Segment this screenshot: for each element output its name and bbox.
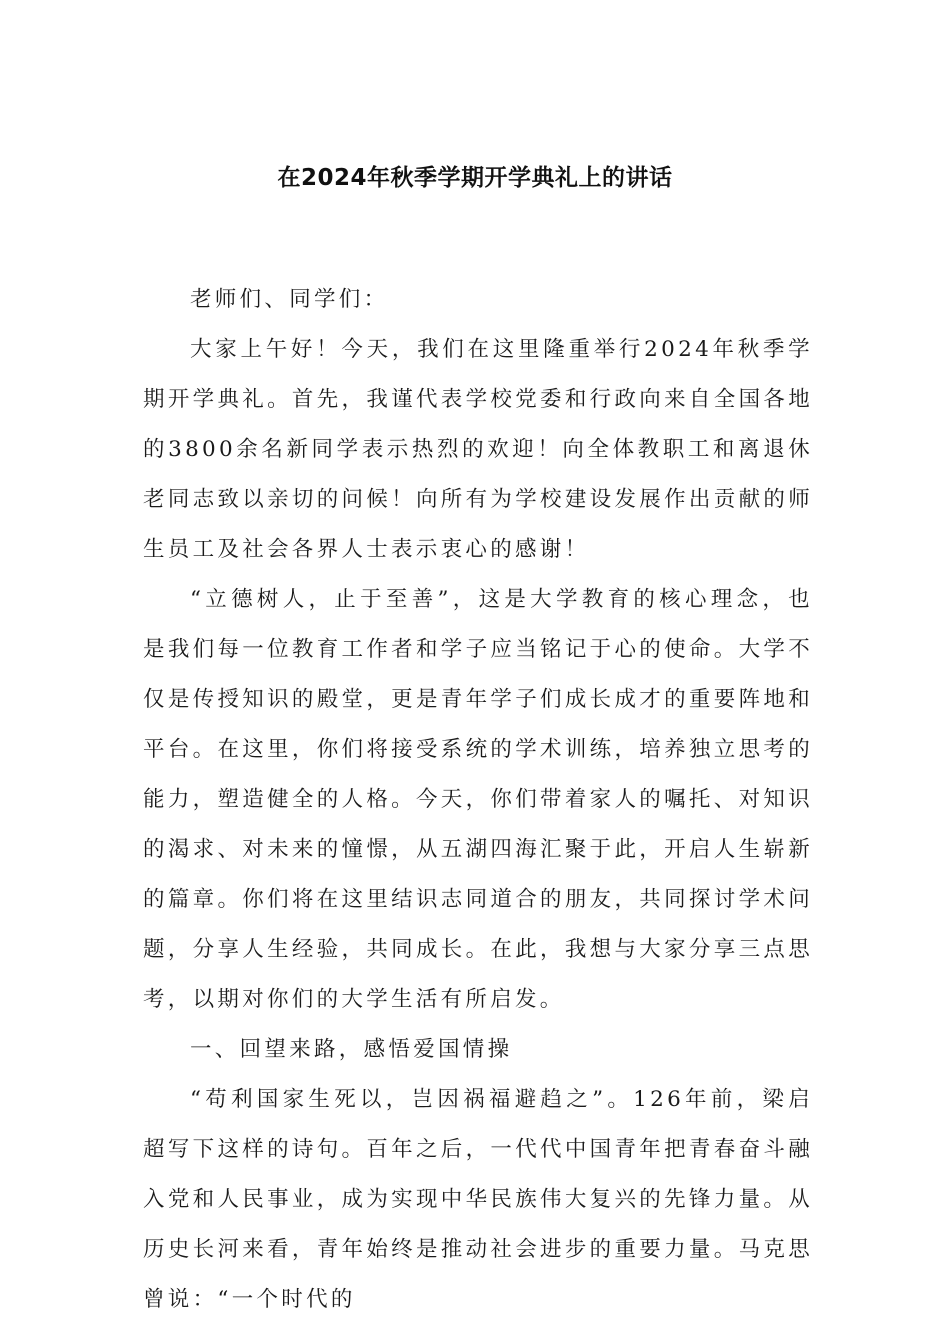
paragraph-mission: “立德树人，止于至善”，这是大学教育的核心理念，也是我们每一位教育工作者和学子应当铭记于心的使命。大学不仅是传授知识的殿堂，更是青年学子们成长成才的重要阵地和平台。在这里，你们将接受系统的学术训练，培养独立思考的能力，塑造健全的人格。今天，你们带着家人的嘱托、对知识的渴求、对未来的憧憬，从五湖四海汇聚于此，开启人生崭新的篇章。你们将在这里结识志同道合的朋友，共同探讨学术问题，分享人生经验，共同成长。在此，我想与大家分享三点思考，以期对你们的大学生活有所启发。 [143,587,813,1012]
section-heading-1: 一、回望来路，感悟爱国情操 [190,1037,513,1062]
document-title: 在2024年秋季学期开学典礼上的讲话 [277,165,673,191]
paragraph-history: “苟利国家生死以，岂因祸福避趋之”。126年前，梁启超写下这样的诗句。百年之后，一代代中国青年把青春奋斗融入党和人民事业，成为实现中华民族伟大复兴的先锋力量。从历史长河来看，青年始终是推动社会进步的重要力量。马克思曾说：“一个时代的 [143,1087,813,1312]
paragraph-greeting: 大家上午好！今天，我们在这里隆重举行2024年秋季学期开学典礼。首先，我谨代表学校党委和行政向来自全国各地的3800余名新同学表示热烈的欢迎！向全体教职工和离退休老同志致以亲切的问候！向所有为学校建设发展作出贡献的师生员工及社会各界人士表示衷心的感谢！ [143,337,813,562]
document-body [143,275,813,1325]
paragraph-salutation: 老师们、同学们： [190,287,389,312]
